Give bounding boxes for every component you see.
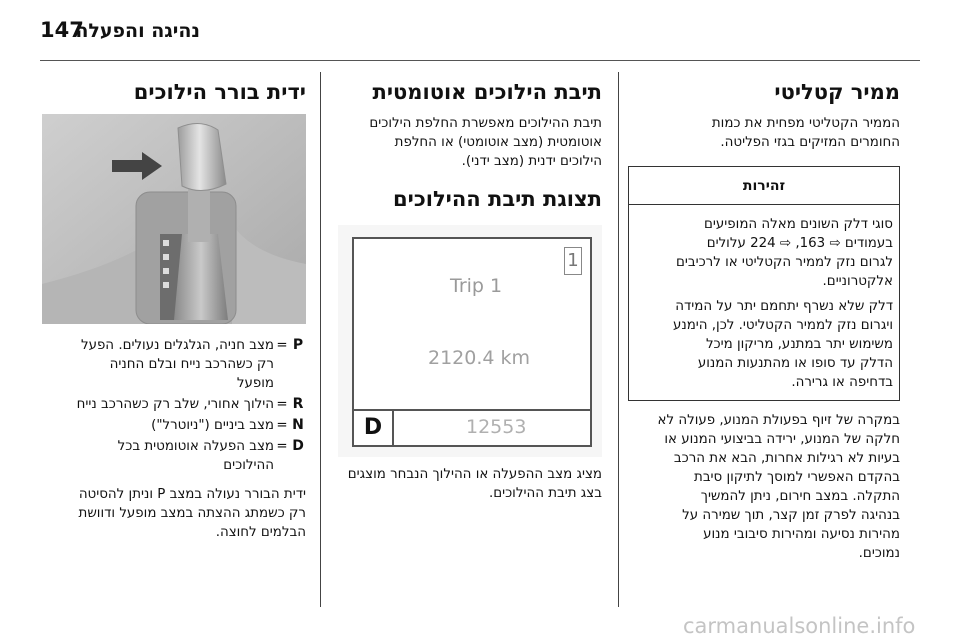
intro-paragraph: הממיר הקטליטי מפחית את כמות החומרים המזיקים בגזי הפליטה. (711, 116, 900, 150)
catalytic-converter-section (628, 78, 900, 563)
list-item: P = מצב חניה, הגלגלים נעולים. הפעל רק כשהרכב נייח ובלם החניה מופעל (36, 336, 306, 393)
gear-positions-list (36, 336, 306, 475)
subsection-heading: תצוגת תיבת ההילוכים (393, 187, 602, 211)
selector-lever-section (36, 78, 306, 542)
caution-title: זהירות (629, 167, 899, 205)
caution-paragraph: סוגי דלק השונים מאלה המופיעים בעמודים ⇨ 163, ⇨ 224 עלולים לגרום נזק לממיר הקטליטי או לרכיבים אלקטרוניים. (675, 217, 893, 289)
column-divider (618, 72, 619, 607)
body-paragraph: במקרה של זיוף בפעולת המנוע, פעולה לא חלקה של המנוע, ירידה בביצועי המנוע או בעיות לא רגילות אחרות, הבא את הרכב בהקדם האפשרי למוסך לתיקון סיבת התקלה. במצב חירום, ניתן להמשיך בנהיגה לפרק זמן קצר, תוך שמירה על מהירות נסיעה ומהירות סיבובי מנוע נמוכים. (657, 413, 900, 561)
gear-lever-illustration (42, 114, 306, 324)
caution-box (628, 166, 900, 401)
gear-key: P (292, 337, 304, 353)
gear-key: R (292, 396, 304, 412)
column-divider (320, 72, 321, 607)
list-item: D = מצב הפעלה אוטומטית בכל ההילוכים (36, 437, 306, 475)
odometer: 12553 (466, 416, 527, 438)
section-heading: ממיר קטליטי (774, 80, 900, 104)
body-paragraph: ידית הבורר נעולה במצב P וניתן להסיטה רק כשמתג ההצתה במצב מופעל ודוושת הבלמים לחוצה. (78, 487, 306, 540)
page-number: 147 (40, 18, 84, 42)
section-heading: תיבת הילוכים אוטומטית (372, 80, 602, 104)
figure-caption: מציג מצב ההפעלה או ההילוך הנבחר מוצגים בצג תיבת ההילוכים. (347, 467, 602, 501)
transmission-display-figure (338, 225, 602, 457)
trip-selector-digit: 1 (564, 247, 582, 275)
gear-key: N (292, 417, 304, 433)
page-header (40, 14, 920, 50)
section-heading: ידית בורר הילוכים (133, 80, 306, 104)
watermark: carmanualsonline.info (683, 614, 916, 638)
trip-label: Trip 1 (450, 275, 503, 297)
intro-paragraph: תיבת ההילוכים מאפשרת החלפת הילוכים אוטומטית (מצב אוטומטי) או החלפת הילוכים ידנית (מצב ידני). (369, 116, 602, 169)
trip-distance: 2120.4 km (428, 347, 531, 369)
gear-key: D (292, 438, 304, 454)
list-item: N = מצב ביניים ("ניוטרל") (36, 416, 306, 435)
gear-indicator: D (354, 411, 394, 445)
header-rule (40, 60, 920, 61)
automatic-transmission-section (330, 78, 602, 503)
selector-lever-photo (42, 114, 306, 324)
page-title: נהיגה והפעלה (75, 20, 200, 42)
display-bottom-row (354, 409, 590, 445)
list-item: R = הילוך אחורי, שלב רק כשהרכב נייח (36, 395, 306, 414)
caution-paragraph: דלק שלא נשרף יתחמם יתר על המידה ויגרום נזק לממיר הקטליטי. לכן, הימנע משימוש יתר במתנע, מריקון מיכל הדלק עד סופו או מהתנעות המנוע בדחיפה או גרירה. (672, 299, 893, 390)
display-screen (352, 237, 592, 447)
